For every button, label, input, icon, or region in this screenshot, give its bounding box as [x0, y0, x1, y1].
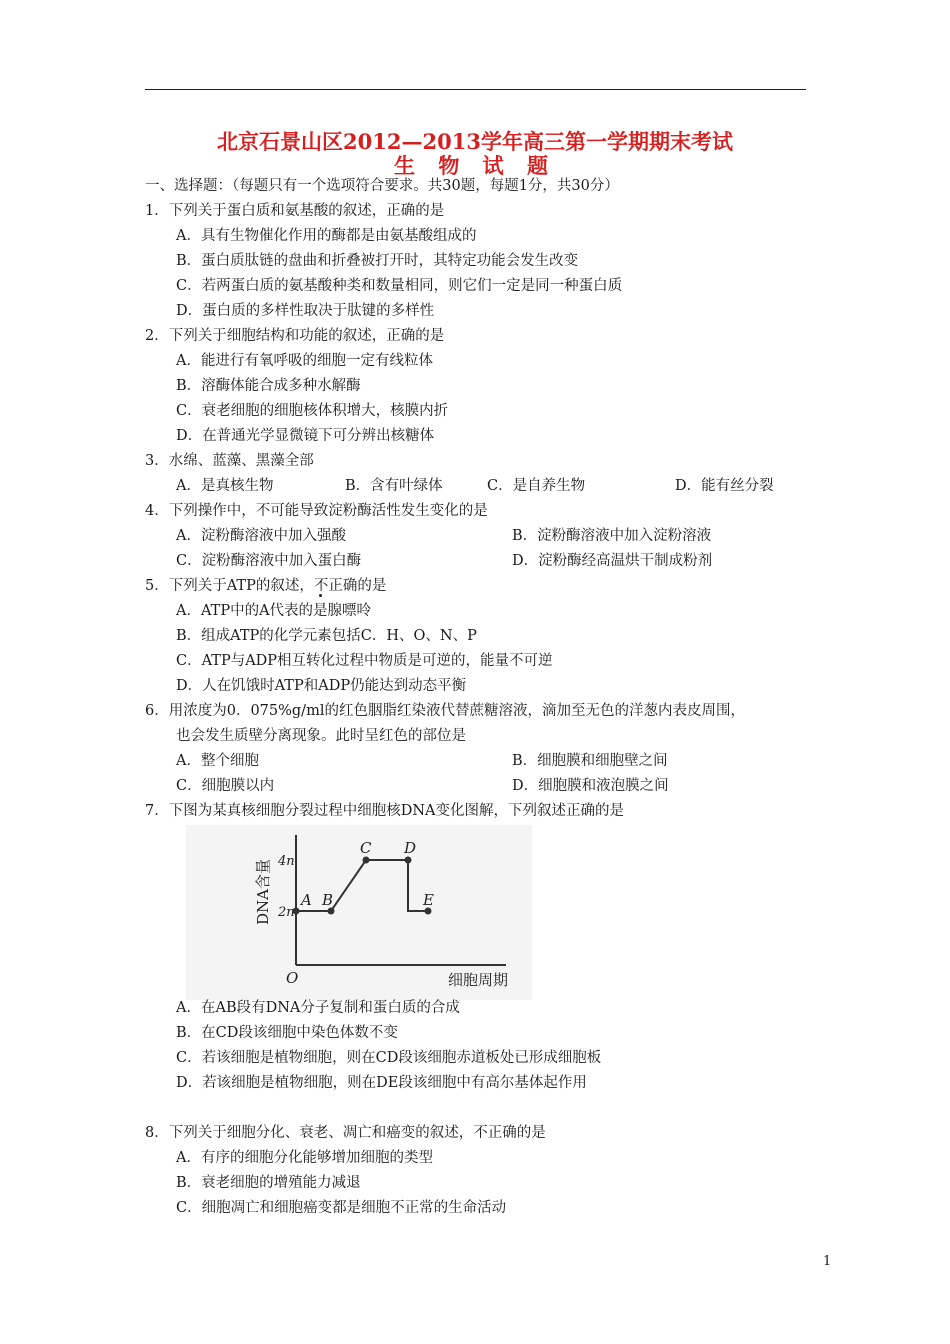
- header-rule: [145, 89, 806, 90]
- dna-chart: [186, 825, 532, 1000]
- q5-stem: [145, 577, 386, 595]
- ytick-2n: 2n: [278, 905, 295, 920]
- q6-option-d: D．细胞膜和液泡膜之间: [512, 778, 669, 794]
- q6-stem: 6．用浓度为0．075%g/ml的红色胭脂红染液代替蔗糖溶液，滴加至无色的洋葱内表皮周围，: [145, 703, 745, 719]
- point-d: [405, 857, 412, 864]
- q6-option-b: B．细胞膜和细胞壁之间: [512, 753, 668, 769]
- q4-option-d: D．淀粉酶经高温烘干制成粉剂: [512, 553, 713, 569]
- label-a: A: [301, 891, 312, 909]
- q1-option-d: D．蛋白质的多样性取决于肽键的多样性: [176, 303, 435, 319]
- q8-option-c: C．细胞凋亡和细胞癌变都是细胞不正常的生命活动: [176, 1200, 507, 1216]
- q4-option-a: A．淀粉酶溶液中加入强酸: [176, 528, 346, 544]
- q2-stem: 2．下列关于细胞结构和功能的叙述，正确的是: [145, 328, 445, 344]
- origin-label: O: [286, 969, 299, 987]
- q7-stem: 7．下图为某真核细胞分裂过程中细胞核DNA变化图解，下列叙述正确的是: [145, 803, 625, 819]
- q2-option-a: A．能进行有氧呼吸的细胞一定有线粒体: [176, 353, 433, 369]
- q5-option-d: D．人在饥饿时ATP和ADP仍能达到动态平衡: [176, 678, 467, 694]
- q3-option-d: D．能有丝分裂: [675, 478, 774, 494]
- q5-emphasis-text: 不: [313, 578, 329, 594]
- q7-option-c: C．若该细胞是植物细胞，则在CD段该细胞赤道板处已形成细胞板: [176, 1050, 602, 1066]
- q2-option-d: D．在普通光学显微镜下可分辨出核糖体: [176, 428, 435, 444]
- q6-option-c: C．细胞膜以内: [176, 778, 275, 794]
- q7-option-d: D．若该细胞是植物细胞，则在DE段该细胞中有高尔基体起作用: [176, 1075, 587, 1091]
- label-e: E: [423, 891, 434, 909]
- label-c: C: [360, 839, 372, 857]
- exam-subtitle: 生 物 试 题: [394, 153, 556, 178]
- label-b: B: [322, 891, 334, 909]
- emphasis-dot: [319, 594, 322, 597]
- q8-option-b: B．衰老细胞的增殖能力减退: [176, 1175, 361, 1191]
- q3-stem: 3．水绵、蓝藻、黑藻全部: [145, 453, 314, 469]
- page-number: 1: [823, 1254, 832, 1269]
- q7-option-b: B．在CD段该细胞中染色体数不变: [176, 1025, 398, 1041]
- dna-content-figure: [186, 825, 532, 1000]
- point-c: [363, 857, 370, 864]
- q7-option-a: A．在AB段有DNA分子复制和蛋白质的合成: [176, 1000, 460, 1016]
- ytick-4n: 4n: [278, 854, 295, 869]
- y-axis-label: DNA含量: [254, 859, 272, 925]
- q3-option-b: B．含有叶绿体: [345, 478, 443, 494]
- q4-option-b: B．淀粉酶溶液中加入淀粉溶液: [512, 528, 712, 544]
- q2-option-c: C．衰老细胞的细胞核体积增大，核膜内折: [176, 403, 449, 419]
- q4-option-c: C．淀粉酶溶液中加入蛋白酶: [176, 553, 362, 569]
- q2-option-b: B．溶酶体能合成多种水解酶: [176, 378, 361, 394]
- q5-option-c: C．ATP与ADP相互转化过程中物质是可逆的，能量不可逆: [176, 653, 553, 669]
- q6-stem-cont: 也会发生质壁分离现象。此时呈红色的部位是: [176, 728, 466, 744]
- q3-option-a: A．是真核生物: [176, 478, 274, 494]
- q8-option-a: A．有序的细胞分化能够增加细胞的类型: [176, 1150, 433, 1166]
- dna-curve: [296, 860, 428, 911]
- q8-stem: 8．下列关于细胞分化、衰老、凋亡和癌变的叙述，不正确的是: [145, 1125, 546, 1141]
- x-axis-label: 细胞周期: [448, 971, 509, 989]
- q5-stem-pre: 5．下列关于ATP的叙述，: [145, 578, 314, 594]
- label-d: D: [404, 839, 417, 857]
- q1-option-c: C．若两蛋白质的氨基酸种类和数量相同，则它们一定是同一种蛋白质: [176, 278, 623, 294]
- q5-option-a: A．ATP中的A代表的是腺嘌呤: [176, 603, 372, 619]
- q1-option-a: A．具有生物催化作用的酶都是由氨基酸组成的: [176, 228, 477, 244]
- q3-option-c: C．是自养生物: [487, 478, 586, 494]
- q6-option-a: A．整个细胞: [176, 753, 259, 769]
- exam-title: 北京石景山区2012—2013学年高三第一学期期末考试: [217, 129, 733, 154]
- q5-emphasis: [314, 578, 329, 594]
- q1-stem: 1．下列关于蛋白质和氨基酸的叙述，正确的是: [145, 203, 445, 219]
- q4-stem: 4．下列操作中，不可能导致淀粉酶活性发生变化的是: [145, 503, 488, 519]
- q5-stem-post: 正确的是: [328, 578, 387, 594]
- q5-option-b: B．组成ATP的化学元素包括C．H、O、N、P: [176, 628, 477, 644]
- section-heading: 一、选择题：（每题只有一个选项符合要求。共30题，每题1分，共30分）: [145, 178, 619, 194]
- q1-option-b: B．蛋白质肽链的盘曲和折叠被打开时，其特定功能会发生改变: [176, 253, 579, 269]
